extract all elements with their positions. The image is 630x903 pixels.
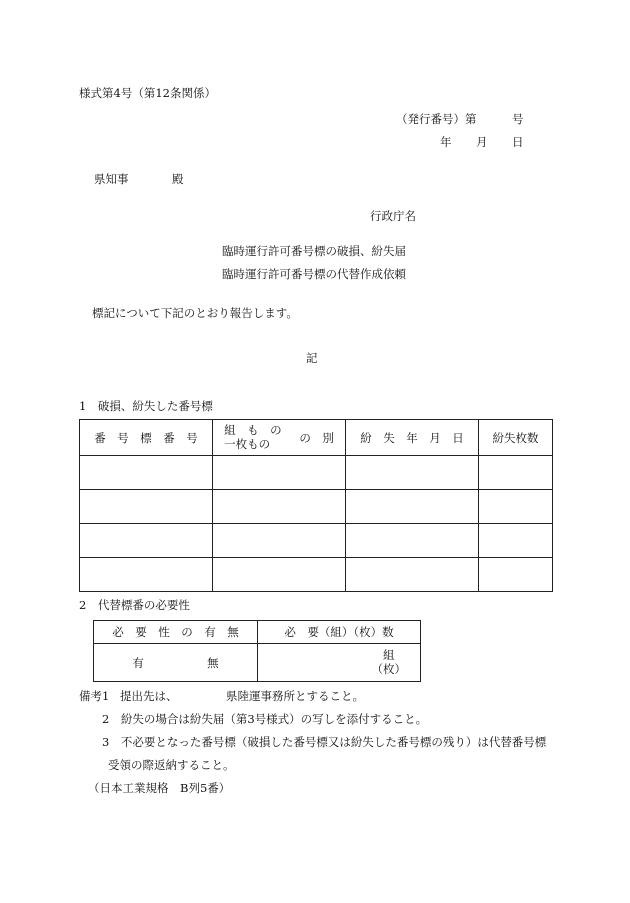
cell-type[interactable] [213,558,346,592]
note3-line2: 受領の際返納すること。 [108,758,235,772]
addressee-honorific: 殿 [172,172,184,186]
notes-label: 備考1 [79,689,110,703]
date-year-label: 年 [440,135,452,149]
cell-lost-count[interactable] [479,490,553,524]
header-lost-count-label: 紛失枚数 [492,430,539,445]
intro-text: 標記について下記のとおり報告します。 [92,306,298,320]
form-id: 様式第4号（第12条関係） [79,86,216,100]
unit-set-label: 組 [383,648,395,663]
header-lost-count [479,420,553,456]
need-header-row [94,621,421,644]
cell-plate-number[interactable] [80,456,213,490]
need-yes-option[interactable]: 有 [132,655,144,670]
date-day-label: 日 [512,135,524,149]
cell-plate-number[interactable] [80,490,213,524]
need-value-row [94,644,421,682]
cell-type[interactable] [213,490,346,524]
need-no-option[interactable]: 無 [207,655,219,670]
cell-plate-number[interactable] [80,558,213,592]
cell-lost-count[interactable] [479,524,553,558]
cell-lost-date[interactable] [346,490,479,524]
issue-number-suffix: 号 [512,112,524,126]
cell-need-count[interactable] [258,644,421,682]
date-month-label: 月 [476,135,488,149]
header-plate-number [80,420,213,456]
header-need: 必 要 性 の 有 無 [94,621,258,644]
header-type-line2: 一枚もの [224,436,271,451]
header-need-count: 必 要（組）（枚）数 [258,621,421,644]
cell-lost-date[interactable] [346,524,479,558]
replacement-need-table [93,620,421,682]
section2-heading: 2 代替標番の必要性 [79,598,190,612]
cell-lost-count[interactable] [479,456,553,490]
header-lost-date [346,420,479,456]
table-header-row [80,420,553,456]
header-lost-date-label: 紛 失 年 月 日 [360,430,464,445]
header-plate-number-label: 番 号 標 番 号 [94,430,198,445]
cell-type[interactable] [213,524,346,558]
cell-plate-number[interactable] [80,524,213,558]
note1-part1: 提出先は、 [120,689,178,703]
cell-lost-count[interactable] [479,558,553,592]
cell-type[interactable] [213,456,346,490]
cell-lost-date[interactable] [346,558,479,592]
cell-lost-date[interactable] [346,456,479,490]
table-row [80,524,553,558]
note2: 2 紛失の場合は紛失届（第3号様式）の写しを添付すること。 [102,712,428,726]
addressee-title: 県知事 [94,172,129,186]
header-type [213,420,346,456]
ki-heading: 記 [306,351,318,365]
table-row [80,456,553,490]
table-row [80,490,553,524]
header-type-suffix: の 別 [299,430,334,445]
table-row [80,558,553,592]
need-units [372,649,407,675]
document-title-2: 臨時運行許可番号標の代替作成依頼 [222,267,406,281]
issue-number-prefix: （発行番号）第 [396,112,477,126]
header-type-line1: 組 も の [224,423,282,438]
section1-heading: 1 破損、紛失した番号標 [79,399,213,413]
paper-size-footer: （日本工業規格 B列5番） [88,781,231,795]
unit-sheet-label: （枚） [371,661,406,676]
note1-part2: 県陸運事務所とすること。 [226,689,364,703]
cell-need-choice[interactable] [94,644,258,682]
sender-name: 行政庁名 [370,209,416,223]
header-type-stack [224,424,282,450]
document-title-1: 臨時運行許可番号標の破損、紛失届 [222,244,406,258]
note3-line1: 3 不必要となった番号標（破損した番号標又は紛失した番号標の残り）は代替番号標 [102,735,547,749]
lost-plates-table [79,419,553,592]
